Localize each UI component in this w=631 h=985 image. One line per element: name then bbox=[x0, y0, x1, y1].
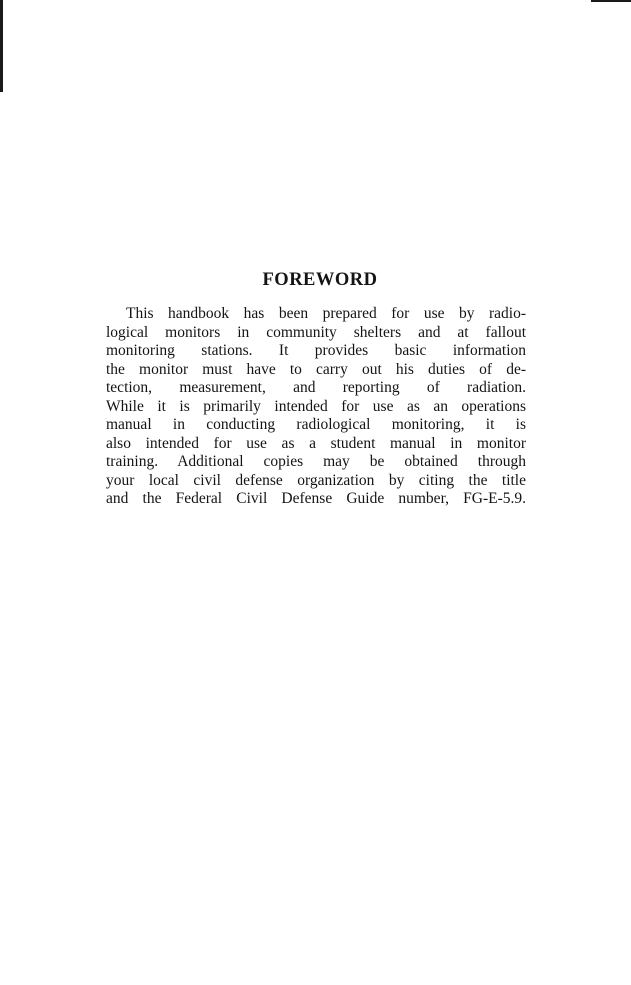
paragraph-line: logical monitors in community shelters and at fallout bbox=[106, 323, 526, 341]
paragraph-line: While it is primarily intended for use as an operations bbox=[106, 397, 526, 415]
scan-edge-left bbox=[0, 0, 3, 92]
paragraph-line: the monitor must have to carry out his duties of de- bbox=[106, 360, 526, 378]
foreword-paragraph bbox=[106, 305, 526, 509]
foreword-section bbox=[106, 270, 526, 509]
paragraph-line: training. Additional copies may be obtained through bbox=[106, 453, 526, 470]
scan-edge-top bbox=[591, 0, 631, 2]
paragraph-line: manual in conducting radiological monitoring, it is bbox=[106, 416, 526, 433]
paragraph-line: and the Federal Civil Defense Guide number, FG-E-5.9. bbox=[106, 490, 526, 507]
paragraph-line: tection, measurement, and reporting of radiation. bbox=[106, 379, 526, 396]
paragraph-line: This handbook has been prepared for use by radio- bbox=[126, 305, 526, 322]
paragraph-line: your local civil defense organization by citing the title bbox=[106, 471, 526, 489]
page-title: FOREWORD bbox=[262, 270, 378, 290]
paragraph-line: also intended for use as a student manual in monitor bbox=[106, 434, 526, 452]
paragraph-line: monitoring stations. It provides basic information bbox=[106, 342, 526, 359]
